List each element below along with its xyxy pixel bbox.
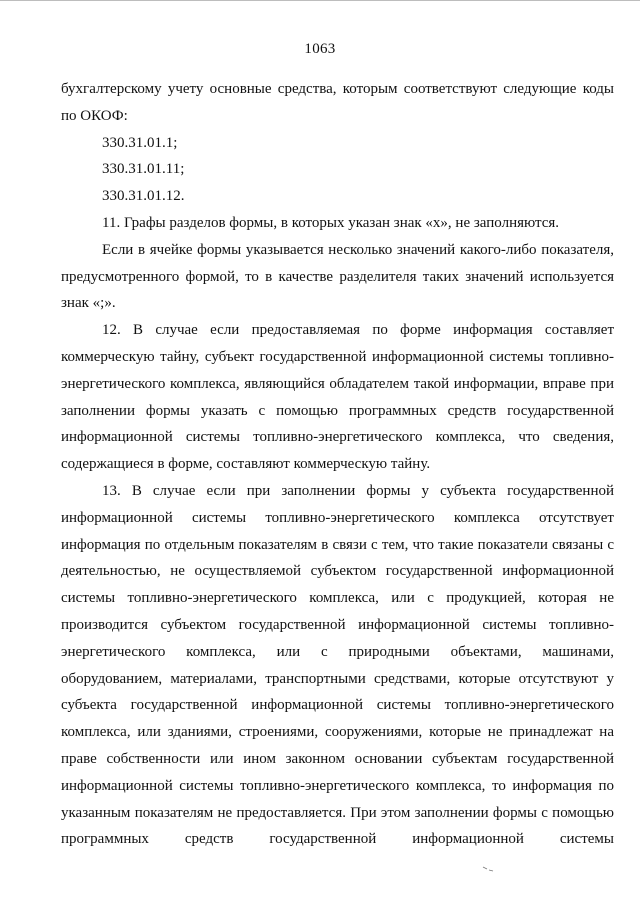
okof-code-3: 330.31.01.12. [102, 188, 185, 205]
scan-top-edge [0, 0, 640, 1]
paragraph-13: 13. В случае если при заполнении формы у субъекта государственной информационной системы топливно-энергетического комплекса отсутствует информация по отдельным показателям в связи с тем, что такие показатели связаны с деятельностью, не осуществляемой субъектом государственной информационной системы топливно-энергетического комплекса, или с продукцией, которая не производится субъектом государственной информационной системы топливно-энергетического комплекса, или с природными объектами, машинами, оборудованием, материалами, транспортными средствами, которые отсутствуют у субъекта государственной информационной системы топливно-энергетического комплекса, или зданиями, строениями, сооружениями, которые не принадлежат на праве собственности или ином законном основании субъектам государственной информационной системы топливно-энергетического комплекса, то информация по указанным показателям не предоставляется. При этом заполнении формы с помощью программных средств государственной информационной системы [61, 482, 614, 848]
paragraph-continuation: бухгалтерскому учету основные средства, которым соответствуют следующие коды по ОКОФ: [61, 81, 614, 124]
okof-code-2: 330.31.01.11; [102, 161, 185, 178]
paragraph-12: 12. В случае если предоставляемая по форме информация составляет коммерческую тайну, субъект государственной информационной системы топливно-энергетического комплекса, являющийся обладателем такой информации, вправе при заполнении формы указать с помощью программных средств государственной информационной системы топливно-энергетического комплекса, что сведения, содержащиеся в форме, составляют коммерческую тайну. [61, 322, 614, 473]
scan-speck-mark [482, 866, 496, 872]
paragraph-11-separator: Если в ячейке формы указывается несколько значений какого-либо показателя, предусмотренного формой, то в качестве разделителя таких значений используется знак «;». [61, 241, 614, 312]
okof-code-1: 330.31.01.1; [102, 134, 178, 151]
paragraph-11: 11. Графы разделов формы, в которых указан знак «х», не заполняются. [102, 214, 560, 231]
page-number: 1063 [304, 41, 336, 57]
document-body [61, 76, 614, 853]
